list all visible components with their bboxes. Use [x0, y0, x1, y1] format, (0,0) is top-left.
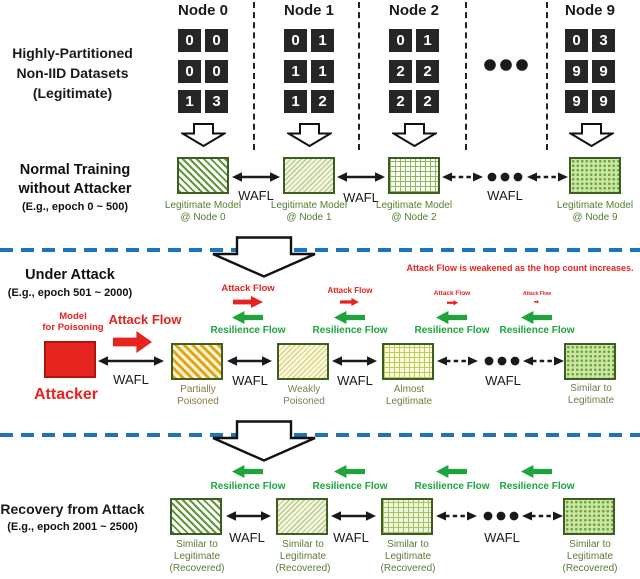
dataset-sample: 1	[311, 29, 334, 52]
attack-flow-label: Attack Flow	[221, 283, 275, 294]
attack-flow-arrow-icon	[534, 300, 539, 304]
big-down-arrow-icon	[210, 236, 318, 278]
model-box-recovered-node2	[381, 498, 433, 535]
model-caption	[359, 384, 459, 408]
down-arrow-icon	[287, 123, 332, 147]
model-caption	[253, 539, 353, 575]
caption-line: Similar to	[569, 539, 611, 550]
recovery-section-label: Recovery from Attack	[0, 501, 145, 517]
resilience-flow-label: Resilience Flow	[312, 325, 388, 336]
resilience-flow-arrow-icon	[232, 465, 263, 478]
wafl-label: WAFL	[485, 373, 521, 388]
dataset-sample: 0	[284, 29, 307, 52]
node-title: Node 9	[564, 2, 615, 19]
attack-flow-arrow-icon	[340, 298, 359, 306]
resilience-flow-label: Resilience Flow	[499, 481, 575, 492]
wafl-label: WAFL	[484, 530, 520, 545]
model-box-recovered-node1	[276, 498, 328, 535]
poison-model-line: for Poisoning	[42, 322, 104, 333]
poison-model-line: Model	[59, 311, 87, 322]
dataset-sample: 1	[284, 60, 307, 83]
node-separator-line	[465, 2, 467, 150]
dashed-bidirectional-arrow-icon	[522, 509, 563, 523]
attack-epoch-label: (E.g., epoch 501 ~ 2000)	[7, 287, 133, 299]
dashed-bidirectional-arrow-icon	[437, 354, 478, 368]
caption-line: Legitimate Model	[375, 200, 453, 211]
dataset-sample: 1	[311, 60, 334, 83]
bidirectional-arrow-icon	[98, 354, 164, 368]
dashed-bidirectional-arrow-icon	[527, 170, 568, 184]
dataset-sample: 2	[389, 60, 412, 83]
model-caption	[153, 200, 253, 224]
node-title: Node 1	[283, 2, 334, 19]
caption-line: Similar to	[570, 383, 612, 394]
normal-epoch-label: (E.g., epoch 0 ~ 500)	[21, 201, 129, 213]
datasets-label-line: Highly-Partitioned	[12, 45, 133, 61]
caption-line: @ Node 0	[180, 212, 226, 223]
wafl-label: WAFL	[229, 530, 265, 545]
dashed-bidirectional-arrow-icon	[442, 170, 483, 184]
resilience-flow-label: Resilience Flow	[312, 481, 388, 492]
ellipsis-dots-icon	[487, 172, 523, 182]
dataset-sample: 2	[416, 60, 439, 83]
model-caption	[147, 539, 247, 575]
bidirectional-arrow-icon	[332, 354, 377, 368]
down-arrow-icon	[392, 123, 437, 147]
caption-line: (Recovered)	[275, 563, 331, 574]
resilience-flow-arrow-icon	[232, 311, 263, 324]
caption-line: Poisoned	[283, 396, 325, 407]
ellipsis-dots-icon	[483, 511, 519, 521]
node-title: Node 2	[388, 2, 439, 19]
caption-line: Almost	[393, 384, 425, 395]
dataset-sample: 1	[178, 90, 201, 113]
model-box-node2	[388, 157, 440, 194]
caption-line: (Recovered)	[562, 563, 618, 574]
wafl-label: WAFL	[232, 373, 268, 388]
model-caption	[364, 200, 464, 224]
dataset-sample: 9	[565, 60, 588, 83]
node-title: Node 0	[177, 2, 228, 19]
model-box-recovered-node9	[563, 498, 615, 535]
resilience-flow-label: Resilience Flow	[210, 325, 286, 336]
caption-line: Legitimate Model	[270, 200, 348, 211]
down-arrow-icon	[181, 123, 226, 147]
caption-line: Poisoned	[177, 396, 219, 407]
attacker-label: Attacker	[33, 386, 99, 403]
bidirectional-arrow-icon	[337, 170, 385, 184]
big-down-arrow-icon	[210, 420, 318, 462]
wafl-label: WAFL	[487, 188, 523, 203]
caption-line: @ Node 1	[286, 212, 332, 223]
dataset-sample: 0	[178, 29, 201, 52]
model-box-node0	[177, 157, 229, 194]
dashed-bidirectional-arrow-icon	[523, 354, 564, 368]
wafl-label: WAFL	[343, 190, 379, 205]
attacker-model-box	[44, 341, 96, 378]
section-divider-line	[0, 433, 640, 437]
normal-section-label	[0, 161, 150, 199]
dataset-sample: 0	[205, 29, 228, 52]
attack-flow-arrow-icon	[113, 331, 152, 353]
model-box-node9	[569, 157, 621, 194]
wafl-label: WAFL	[238, 188, 274, 203]
caption-line: (Recovered)	[380, 563, 436, 574]
dataset-sample: 3	[205, 90, 228, 113]
caption-line: Similar to	[176, 539, 218, 550]
attack-flow-label: Attack Flow	[522, 291, 552, 297]
model-caption	[148, 384, 248, 408]
attack-flow-arrow-icon	[447, 300, 458, 306]
caption-line: Legitimate Model	[164, 200, 242, 211]
bidirectional-arrow-icon	[331, 509, 376, 523]
resilience-flow-label: Resilience Flow	[499, 325, 575, 336]
model-caption	[545, 200, 640, 224]
dataset-sample: 0	[565, 29, 588, 52]
bidirectional-arrow-icon	[226, 509, 271, 523]
resilience-flow-label: Resilience Flow	[210, 481, 286, 492]
normal-title-line: Normal Training	[19, 162, 131, 178]
node-separator-line	[253, 2, 255, 150]
caption-line: Legitimate Model	[556, 200, 634, 211]
model-caption	[259, 200, 359, 224]
wafl-label: WAFL	[113, 372, 149, 387]
wafl-label: WAFL	[337, 373, 373, 388]
dashed-bidirectional-arrow-icon	[436, 509, 477, 523]
resilience-flow-arrow-icon	[334, 311, 365, 324]
bidirectional-arrow-icon	[232, 170, 280, 184]
datasets-label-line: (Legitimate)	[32, 85, 113, 101]
attack-flow-label: Attack Flow	[327, 286, 373, 295]
caption-line: Legitimate	[385, 396, 433, 407]
model-box-partially-poisoned	[171, 343, 223, 380]
model-box-almost-legitimate	[382, 343, 434, 380]
section-divider-line	[0, 248, 640, 252]
resilience-flow-arrow-icon	[334, 465, 365, 478]
node-separator-line	[358, 2, 360, 150]
resilience-flow-label: Resilience Flow	[414, 481, 490, 492]
dataset-sample: 2	[311, 90, 334, 113]
resilience-flow-arrow-icon	[436, 465, 467, 478]
attack-flow-label: Attack Flow	[108, 312, 182, 327]
caption-line: Legitimate	[566, 551, 614, 562]
caption-line: Legitimate	[279, 551, 327, 562]
caption-line: Similar to	[387, 539, 429, 550]
dataset-sample: 1	[416, 29, 439, 52]
ellipsis-dots-icon	[484, 356, 520, 366]
bidirectional-arrow-icon	[227, 354, 272, 368]
wafl-label: WAFL	[333, 530, 369, 545]
caption-line: (Recovered)	[169, 563, 225, 574]
node-separator-line	[546, 2, 548, 150]
dataset-sample: 3	[592, 29, 615, 52]
model-caption	[540, 539, 640, 575]
resilience-flow-arrow-icon	[521, 465, 552, 478]
down-arrow-icon	[569, 123, 614, 147]
model-box-weakly-poisoned	[277, 343, 329, 380]
poison-model-label	[33, 311, 113, 333]
datasets-section-label	[0, 43, 145, 103]
resilience-flow-arrow-icon	[436, 311, 467, 324]
dataset-sample: 9	[565, 90, 588, 113]
resilience-flow-label: Resilience Flow	[414, 325, 490, 336]
caption-line: Similar to	[282, 539, 324, 550]
normal-title-line: without Attacker	[18, 181, 132, 197]
model-caption	[254, 384, 354, 408]
dataset-sample: 9	[592, 90, 615, 113]
dataset-sample: 2	[389, 90, 412, 113]
attack-flow-label: Attack Flow	[433, 290, 471, 297]
caption-line: Partially	[180, 384, 216, 395]
attack-note: Attack Flow is weakened as the hop count increases.	[406, 263, 634, 273]
model-caption	[358, 539, 458, 575]
attack-flow-arrow-icon	[233, 296, 263, 308]
recovery-epoch-label: (E.g., epoch 2001 ~ 2500)	[7, 521, 138, 533]
model-box-similar-to-legitimate	[564, 343, 616, 380]
model-box-node1	[283, 157, 335, 194]
dataset-sample: 0	[389, 29, 412, 52]
dataset-sample: 2	[416, 90, 439, 113]
dataset-sample: 0	[178, 60, 201, 83]
caption-line: @ Node 2	[391, 212, 437, 223]
resilience-flow-arrow-icon	[521, 311, 552, 324]
attack-section-label: Under Attack	[25, 267, 115, 283]
caption-line: Legitimate	[173, 551, 221, 562]
caption-line: @ Node 9	[572, 212, 618, 223]
dataset-sample: 1	[284, 90, 307, 113]
caption-line: Legitimate	[384, 551, 432, 562]
model-box-recovered-node0	[170, 498, 222, 535]
caption-line: Legitimate	[567, 395, 615, 406]
dataset-sample: 9	[592, 60, 615, 83]
model-caption	[541, 383, 640, 407]
ellipsis-dots-icon	[483, 58, 529, 72]
caption-line: Weakly	[287, 384, 321, 395]
datasets-label-line: Non-IID Datasets	[16, 65, 129, 81]
dataset-sample: 0	[205, 60, 228, 83]
